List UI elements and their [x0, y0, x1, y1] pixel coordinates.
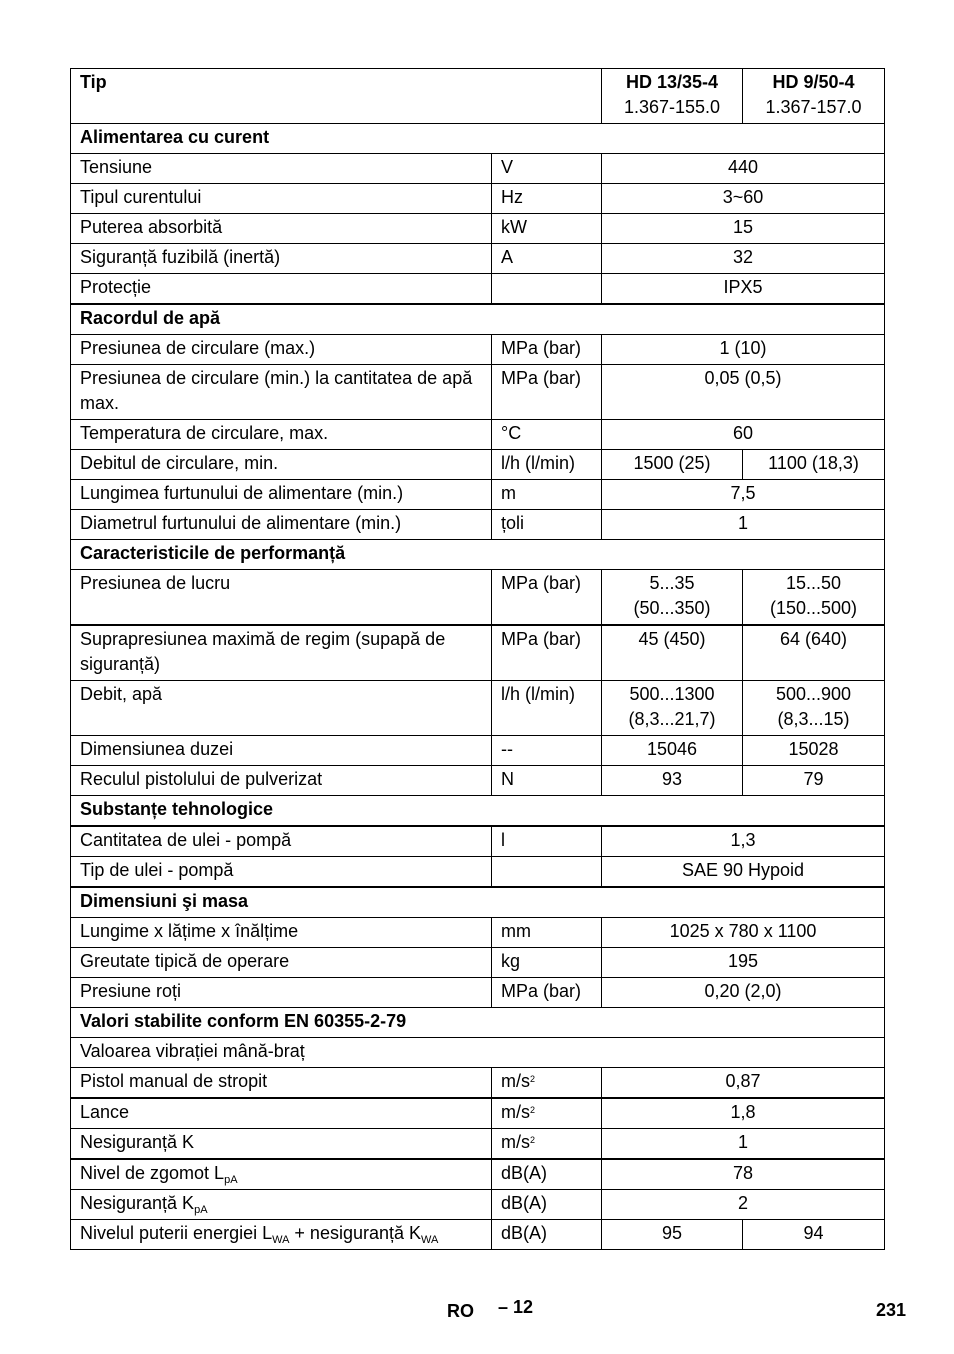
row-label: Greutate tipică de operare [71, 948, 492, 978]
technical-data-table [70, 68, 885, 1250]
row-unit: -- [492, 736, 602, 766]
row-label: Pistol manual de stropit [71, 1068, 492, 1099]
section-row [71, 304, 885, 335]
table-row [71, 918, 885, 948]
row-label: Presiunea de circulare (max.) [71, 335, 492, 365]
table-row [71, 214, 885, 244]
row-unit: l/h (l/min) [492, 450, 602, 480]
row-unit [492, 857, 602, 888]
table-row [71, 1159, 885, 1190]
row-value-model2: 15028 [743, 736, 885, 766]
row-value: 0,05 (0,5) [602, 365, 885, 420]
section-water: Racordul de apă [71, 304, 885, 335]
label-text: Nivel de zgomot L [80, 1163, 225, 1183]
row-unit: l/h (l/min) [492, 681, 602, 736]
row-value-model2: 1100 (18,3) [743, 450, 885, 480]
row-value-model1: 93 [602, 766, 743, 796]
table-row [71, 450, 885, 480]
label-sub: WA [421, 1234, 439, 1246]
model1-name: HD 13/35-4 [625, 72, 719, 92]
page-footer [0, 1297, 954, 1327]
unit-text: m/s [501, 1132, 530, 1152]
row-value-model1: 95 [602, 1220, 743, 1250]
row-value: 2 [602, 1190, 885, 1220]
table-row [71, 570, 885, 626]
row-label: Puterea absorbită [71, 214, 492, 244]
row-label: Siguranță fuzibilă (inertă) [71, 244, 492, 274]
row-unit: A [492, 244, 602, 274]
row-unit: l [492, 826, 602, 857]
row-unit [492, 1068, 602, 1099]
row-unit: dB(A) [492, 1220, 602, 1250]
type-header: Tip [71, 69, 602, 124]
section-values: Valori stabilite conform EN 60355-2-79 [71, 1008, 885, 1038]
section-row [71, 887, 885, 918]
table-row [71, 244, 885, 274]
row-value-model2 [743, 681, 885, 736]
value-line: 500...900 [775, 684, 852, 704]
value-line: 5...35 [649, 573, 695, 593]
row-unit: țoli [492, 510, 602, 540]
table-row [71, 1038, 885, 1068]
row-unit: kg [492, 948, 602, 978]
table-row [71, 420, 885, 450]
row-unit: N [492, 766, 602, 796]
row-value-model2: 79 [743, 766, 885, 796]
table-row [71, 184, 885, 214]
unit-text: m/s [501, 1102, 530, 1122]
section-dimensions: Dimensiuni şi masa [71, 887, 885, 918]
row-label: Presiunea de lucru [71, 570, 492, 626]
row-value: 0,87 [602, 1068, 885, 1099]
table-row [71, 625, 885, 681]
row-value-model1 [602, 570, 743, 626]
footer-section-page: – 12 [498, 1297, 534, 1317]
section-row [71, 796, 885, 827]
value-line: 500...1300 [629, 684, 715, 704]
row-label: Tip de ulei - pompă [71, 857, 492, 888]
value-line: (50...350) [633, 598, 711, 618]
row-value: 1 (10) [602, 335, 885, 365]
unit-sup: 2 [530, 1074, 536, 1084]
row-unit: MPa (bar) [492, 570, 602, 626]
table-row [71, 826, 885, 857]
table-row [71, 1220, 885, 1250]
row-unit: MPa (bar) [492, 978, 602, 1008]
model2-name: HD 9/50-4 [772, 72, 855, 92]
value-line: (8,3...21,7) [628, 709, 716, 729]
row-unit: dB(A) [492, 1159, 602, 1190]
row-value: 1025 x 780 x 1100 [602, 918, 885, 948]
row-label [71, 1220, 492, 1250]
model1-header [602, 69, 743, 124]
row-label: Dimensiunea duzei [71, 736, 492, 766]
row-value-model1: 45 (450) [602, 625, 743, 681]
row-value: 195 [602, 948, 885, 978]
row-value: 60 [602, 420, 885, 450]
table-row [71, 857, 885, 888]
row-unit: °C [492, 420, 602, 450]
row-value: IPX5 [602, 274, 885, 305]
row-unit: MPa (bar) [492, 625, 602, 681]
table-row [71, 736, 885, 766]
row-value: 1,3 [602, 826, 885, 857]
unit-text: m/s [501, 1071, 530, 1091]
row-unit [492, 274, 602, 305]
row-unit: V [492, 154, 602, 184]
row-label: Cantitatea de ulei - pompă [71, 826, 492, 857]
row-value: 1 [602, 1129, 885, 1160]
row-label: Reculul pistolului de pulverizat [71, 766, 492, 796]
row-label [71, 1190, 492, 1220]
label-text: Nesiguranță K [80, 1193, 195, 1213]
row-label: Protecție [71, 274, 492, 305]
row-unit: Hz [492, 184, 602, 214]
unit-sup: 2 [530, 1105, 536, 1115]
section-performance: Caracteristicile de performanță [71, 540, 885, 570]
value-line: (8,3...15) [777, 709, 850, 729]
row-value: SAE 90 Hypoid [602, 857, 885, 888]
value-line: 15...50 [785, 573, 842, 593]
footer-language: RO [447, 1301, 474, 1321]
row-label: Valoarea vibrației mână-braț [71, 1038, 885, 1068]
row-label: Suprapresiunea maximă de regim (supapă de siguranță) [71, 625, 492, 681]
row-unit: m [492, 480, 602, 510]
table-row [71, 1190, 885, 1220]
section-power: Alimentarea cu curent [71, 124, 885, 154]
row-label: Tensiune [71, 154, 492, 184]
table-header-row [71, 69, 885, 124]
label-text: + nesiguranță K [289, 1223, 422, 1243]
row-unit [492, 1129, 602, 1160]
table-row [71, 154, 885, 184]
model2-header [743, 69, 885, 124]
section-row [71, 540, 885, 570]
row-value-model1: 15046 [602, 736, 743, 766]
row-value: 15 [602, 214, 885, 244]
row-unit: mm [492, 918, 602, 948]
row-unit: kW [492, 214, 602, 244]
table-row [71, 1068, 885, 1099]
label-sub: pA [194, 1204, 208, 1216]
row-unit: MPa (bar) [492, 365, 602, 420]
table-row [71, 1098, 885, 1129]
table-row [71, 948, 885, 978]
table-row [71, 335, 885, 365]
row-value-model2 [743, 570, 885, 626]
row-unit [492, 1098, 602, 1129]
table-row [71, 978, 885, 1008]
row-label: Tipul curentului [71, 184, 492, 214]
row-value-model2: 64 (640) [743, 625, 885, 681]
row-label: Diametrul furtunului de alimentare (min.) [71, 510, 492, 540]
section-row [71, 124, 885, 154]
row-value-model1: 1500 (25) [602, 450, 743, 480]
label-sub: WA [272, 1234, 290, 1246]
row-label: Temperatura de circulare, max. [71, 420, 492, 450]
table-row [71, 365, 885, 420]
model2-code: 1.367-157.0 [765, 97, 862, 117]
row-value: 0,20 (2,0) [602, 978, 885, 1008]
row-label: Lungimea furtunului de alimentare (min.) [71, 480, 492, 510]
table-row [71, 274, 885, 305]
row-label [71, 1159, 492, 1190]
table-row [71, 766, 885, 796]
row-value: 32 [602, 244, 885, 274]
row-value: 78 [602, 1159, 885, 1190]
row-unit: MPa (bar) [492, 335, 602, 365]
row-label: Presiunea de circulare (min.) la cantitatea de apă max. [71, 365, 492, 420]
unit-sup: 2 [530, 1135, 536, 1145]
row-label: Debitul de circulare, min. [71, 450, 492, 480]
table-row [71, 1129, 885, 1160]
value-line: (150...500) [769, 598, 858, 618]
table-row [71, 480, 885, 510]
row-value-model1 [602, 681, 743, 736]
row-label: Presiune roți [71, 978, 492, 1008]
table-row [71, 681, 885, 736]
label-text: Nivelul puterii energiei L [80, 1223, 273, 1243]
row-value-model2: 94 [743, 1220, 885, 1250]
row-value: 1 [602, 510, 885, 540]
row-label: Lungime x lățime x înălțime [71, 918, 492, 948]
label-sub: pA [224, 1174, 238, 1186]
row-value: 1,8 [602, 1098, 885, 1129]
row-label: Lance [71, 1098, 492, 1129]
row-value: 440 [602, 154, 885, 184]
row-unit: dB(A) [492, 1190, 602, 1220]
model1-code: 1.367-155.0 [623, 97, 721, 117]
section-row [71, 1008, 885, 1038]
row-value: 7,5 [602, 480, 885, 510]
row-label: Debit, apă [71, 681, 492, 736]
row-label: Nesiguranță K [71, 1129, 492, 1160]
page-number: 231 [876, 1300, 907, 1320]
row-value: 3~60 [602, 184, 885, 214]
section-consumables: Substanțe tehnologice [71, 796, 885, 827]
table-row [71, 510, 885, 540]
